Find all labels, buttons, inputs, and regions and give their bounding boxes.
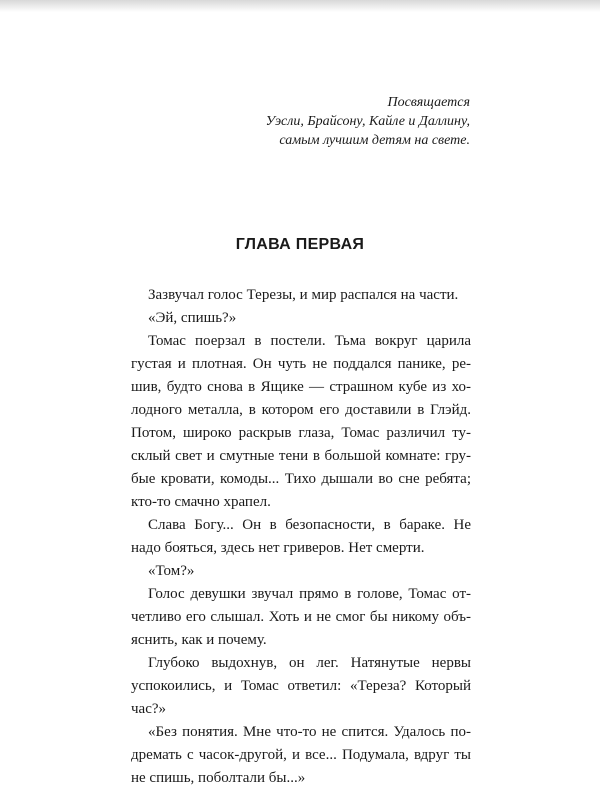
text-line: густая и плотная. Он чуть не поддался панике, ре-: [131, 356, 471, 372]
text-line: Потом, широко раскрыв глаза, Томас различил ту-: [131, 425, 471, 441]
dedication-line: Уэсли, Брайсону, Кайле и Даллину,: [265, 114, 470, 129]
text-line: Зазвучал голос Терезы, и мир распался на части.: [148, 287, 459, 303]
text-line: склый свет и смутные тени в большой комнате: гру-: [131, 448, 471, 464]
text-line: успокоились, и Томас ответил: «Тереза? Который: [131, 678, 471, 694]
text-line: Слава Богу... Он в безопасности, в бараке. Не: [148, 517, 471, 533]
text-line: не спишь, поболтали бы...»: [131, 770, 306, 786]
scan-edge-shadow: [0, 0, 600, 12]
dedication: [150, 93, 470, 150]
text-line: бые кровати, комоды... Тихо дышали во сне ребята;: [131, 471, 471, 487]
dedication-line: Посвящается: [387, 95, 470, 110]
dedication-line: самым лучшим детям на свете.: [279, 133, 470, 148]
text-line: «Том?»: [148, 563, 195, 579]
text-line: четливо его слышал. Хоть и не смог бы никому объ-: [131, 609, 471, 625]
text-line: Томас поерзал в постели. Тьма вокруг царила: [148, 333, 471, 349]
text-line: яснить, как и почему.: [131, 632, 267, 648]
text-line: надо бояться, здесь нет гриверов. Нет смерти.: [131, 540, 425, 556]
text-line: «Эй, спишь?»: [148, 310, 237, 326]
text-line: Голос девушки звучал прямо в голове, Томас от-: [148, 586, 471, 602]
text-line: дремать с часок-другой, и все... Подумала, вдруг ты: [131, 747, 471, 763]
text-line: «Без понятия. Мне что-то не спится. Удалось по-: [148, 724, 471, 740]
text-line: лодного металла, в котором его доставили в Глэйд.: [131, 402, 471, 418]
chapter-body-text: [131, 284, 471, 790]
chapter-title: ГЛАВА ПЕРВАЯ: [235, 236, 365, 253]
text-line: Глубоко выдохнув, он лег. Натянутые нервы: [148, 655, 471, 671]
text-line: шив, будто снова в Ящике — страшном кубе из хо-: [131, 379, 471, 395]
text-line: час?»: [131, 701, 167, 717]
text-line: кто-то смачно храпел.: [131, 494, 271, 510]
